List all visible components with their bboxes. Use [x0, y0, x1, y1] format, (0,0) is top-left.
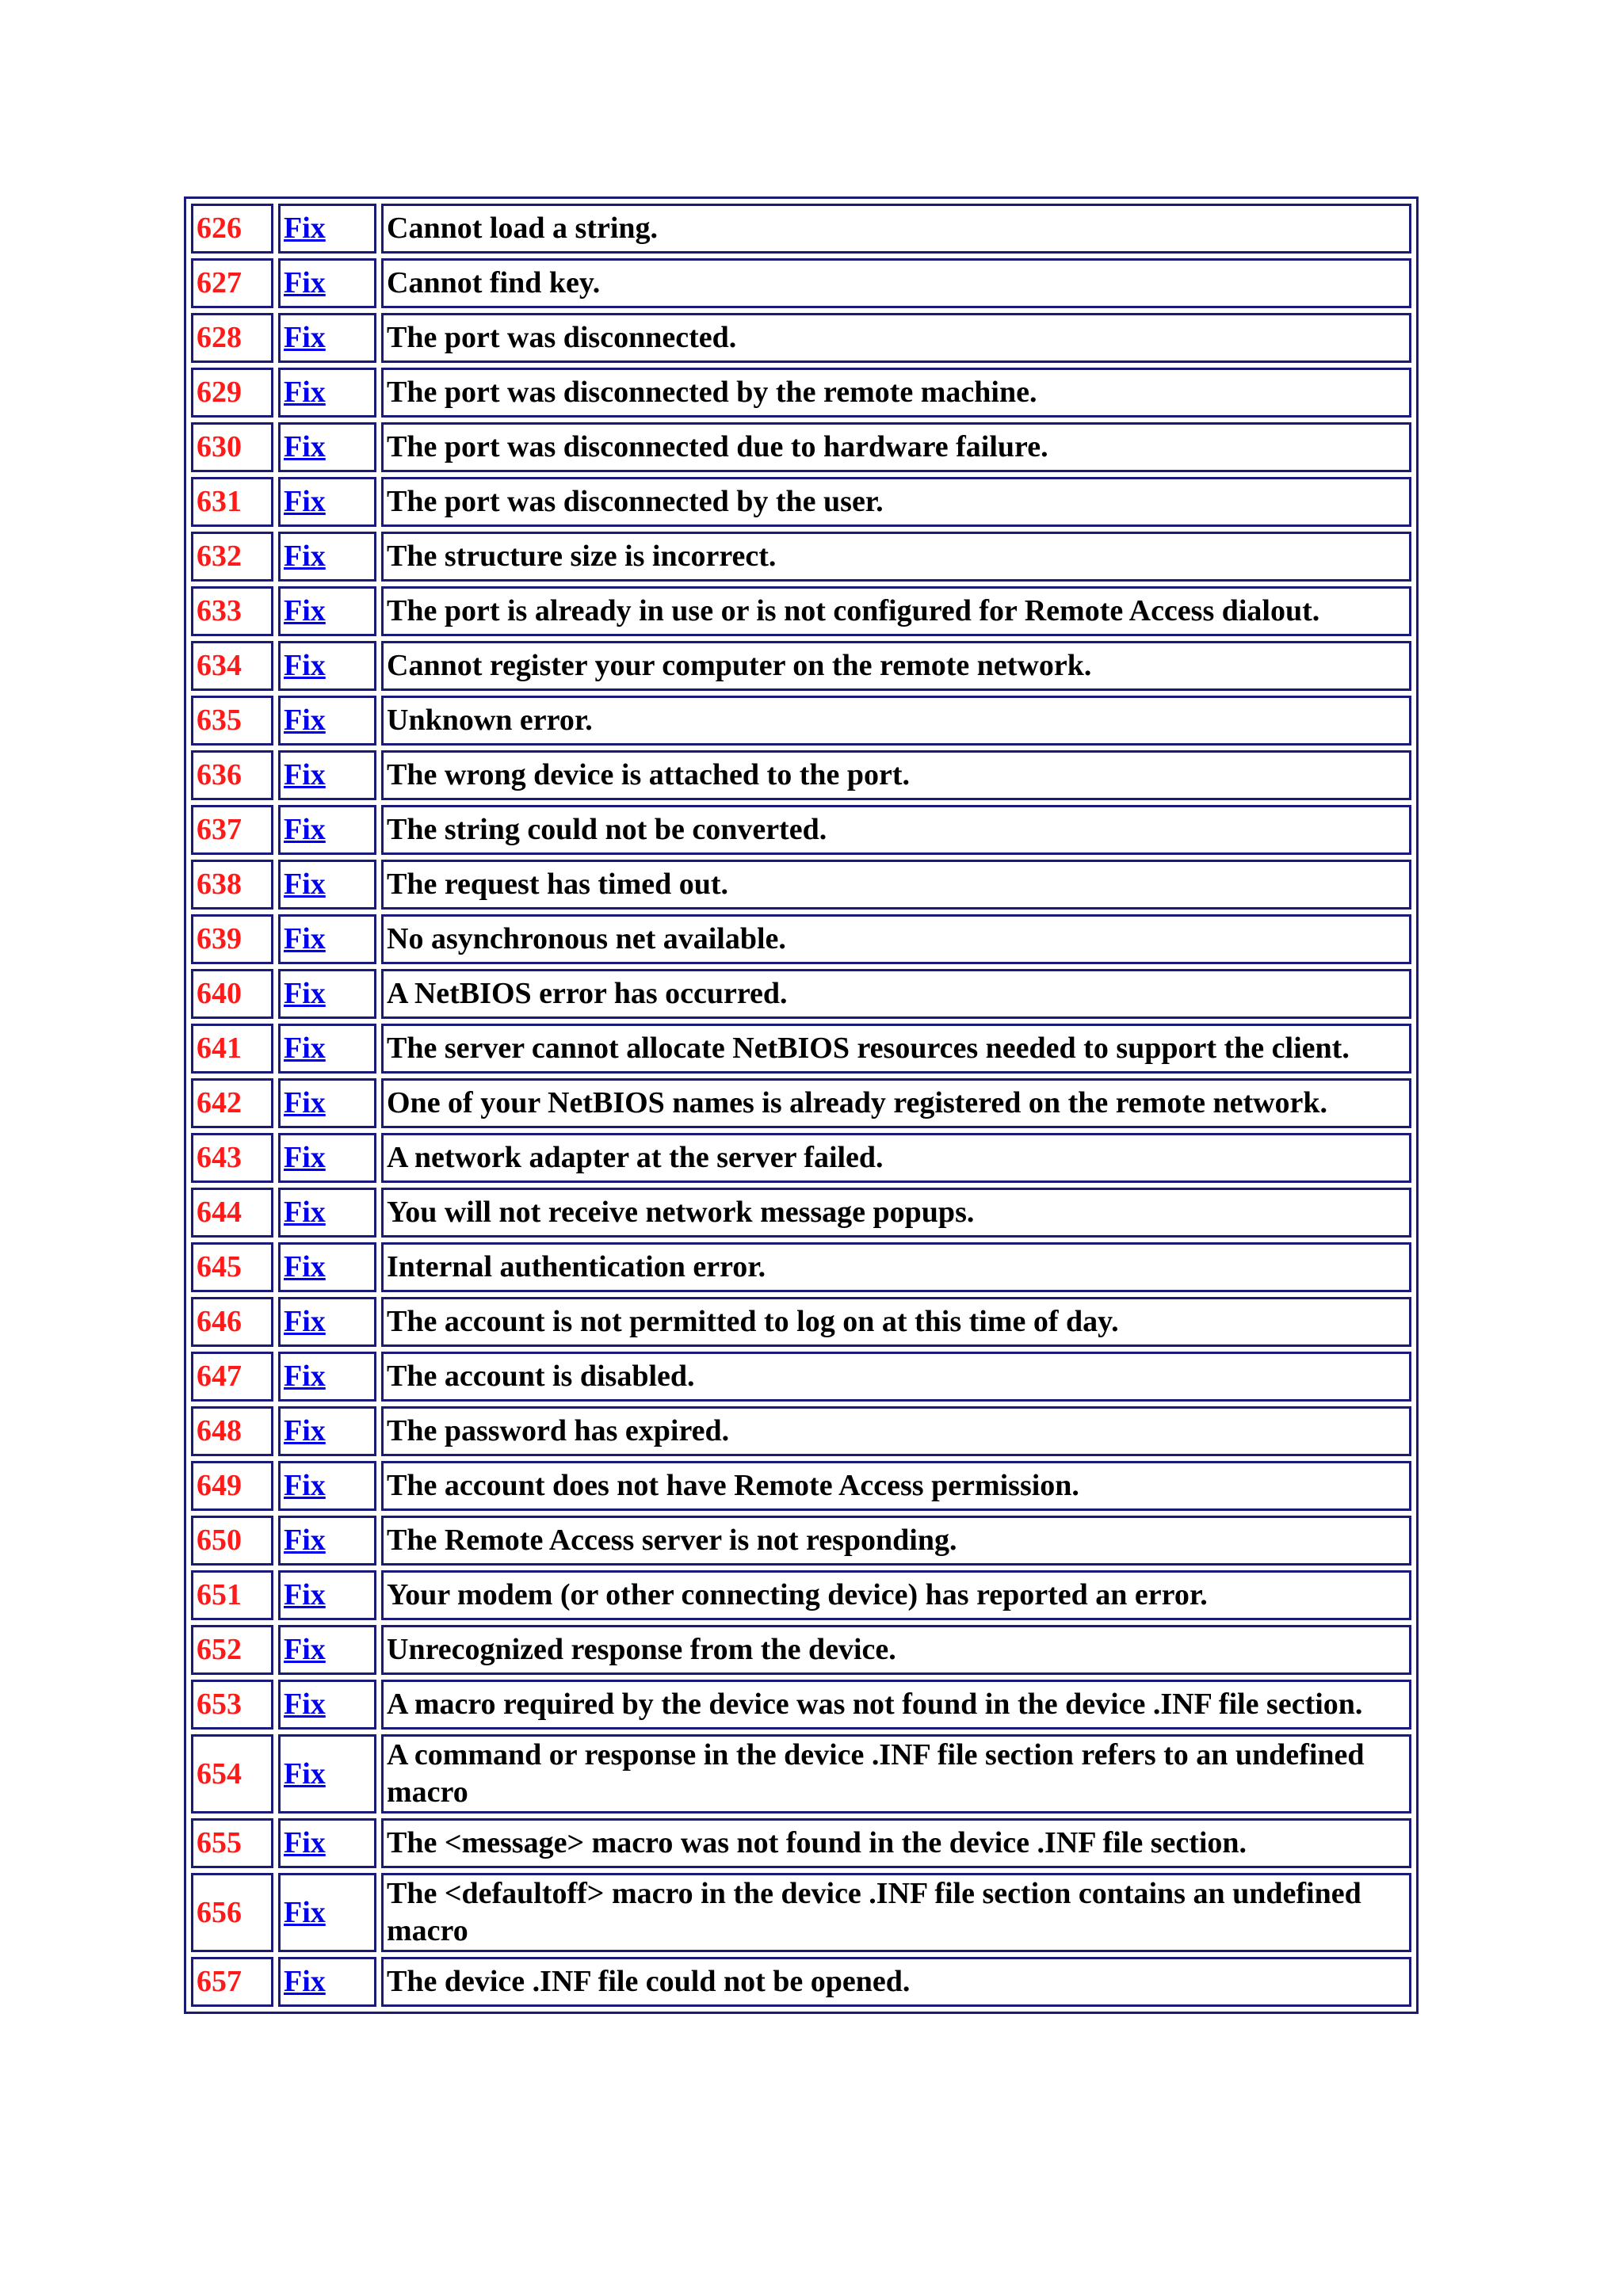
fix-cell — [278, 969, 376, 1019]
fix-cell — [278, 1818, 376, 1868]
fix-link[interactable]: Fix — [284, 1756, 326, 1791]
error-code: 626 — [191, 204, 273, 254]
fix-link[interactable]: Fix — [284, 1633, 326, 1666]
error-code: 633 — [191, 586, 273, 636]
error-code: 645 — [191, 1242, 273, 1292]
fix-link[interactable]: Fix — [284, 1578, 326, 1611]
fix-cell — [278, 641, 376, 691]
error-description: One of your NetBIOS names is already registered on the remote network. — [381, 1078, 1411, 1128]
error-code: 635 — [191, 696, 273, 746]
fix-link[interactable]: Fix — [284, 321, 326, 354]
error-code: 654 — [191, 1734, 273, 1814]
error-description: The port is already in use or is not configured for Remote Access dialout. — [381, 586, 1411, 636]
fix-cell — [278, 477, 376, 527]
error-code: 653 — [191, 1680, 273, 1730]
fix-link[interactable]: Fix — [284, 430, 326, 463]
table-row — [191, 1957, 1411, 2007]
table-row — [191, 696, 1411, 746]
table-row — [191, 1570, 1411, 1620]
table-row — [191, 1873, 1411, 1952]
fix-cell — [278, 1078, 376, 1128]
error-code: 638 — [191, 860, 273, 910]
fix-cell — [278, 1873, 376, 1952]
error-code: 637 — [191, 805, 273, 855]
error-description: The server cannot allocate NetBIOS resources needed to support the client. — [381, 1024, 1411, 1074]
error-description: A macro required by the device was not found in the device .INF file section. — [381, 1680, 1411, 1730]
error-code: 656 — [191, 1873, 273, 1952]
error-code: 647 — [191, 1352, 273, 1402]
error-description: The port was disconnected by the user. — [381, 477, 1411, 527]
error-description: The structure size is incorrect. — [381, 532, 1411, 582]
fix-link[interactable]: Fix — [284, 649, 326, 682]
fix-cell — [278, 1406, 376, 1456]
fix-cell — [278, 422, 376, 472]
error-code: 649 — [191, 1461, 273, 1511]
error-description: The port was disconnected. — [381, 313, 1411, 363]
table-row — [191, 1406, 1411, 1456]
fix-link[interactable]: Fix — [284, 1032, 326, 1065]
error-code: 643 — [191, 1133, 273, 1183]
error-description: The Remote Access server is not responding. — [381, 1516, 1411, 1566]
fix-link[interactable]: Fix — [284, 266, 326, 299]
error-description: The account is not permitted to log on at this time of day. — [381, 1297, 1411, 1347]
table-row — [191, 258, 1411, 308]
error-description: The string could not be converted. — [381, 805, 1411, 855]
fix-link[interactable]: Fix — [284, 1469, 326, 1502]
error-description: Your modem (or other connecting device) has reported an error. — [381, 1570, 1411, 1620]
fix-link[interactable]: Fix — [284, 540, 326, 573]
table-row — [191, 204, 1411, 254]
error-code: 650 — [191, 1516, 273, 1566]
fix-cell — [278, 586, 376, 636]
table-row — [191, 1625, 1411, 1675]
fix-cell — [278, 1625, 376, 1675]
table-row — [191, 1242, 1411, 1292]
fix-cell — [278, 1461, 376, 1511]
table-row — [191, 1461, 1411, 1511]
fix-cell — [278, 313, 376, 363]
error-description: The port was disconnected by the remote machine. — [381, 368, 1411, 418]
error-code: 641 — [191, 1024, 273, 1074]
fix-cell — [278, 1352, 376, 1402]
error-code: 642 — [191, 1078, 273, 1128]
table-row — [191, 1352, 1411, 1402]
error-description: A NetBIOS error has occurred. — [381, 969, 1411, 1019]
fix-link[interactable]: Fix — [284, 922, 326, 955]
fix-link[interactable]: Fix — [284, 1360, 326, 1393]
fix-link[interactable]: Fix — [284, 758, 326, 791]
error-description: Cannot find key. — [381, 258, 1411, 308]
fix-link[interactable]: Fix — [284, 1196, 326, 1229]
error-code: 644 — [191, 1188, 273, 1238]
fix-link[interactable]: Fix — [284, 1965, 326, 1998]
error-description: The port was disconnected due to hardware failure. — [381, 422, 1411, 472]
fix-cell — [278, 1297, 376, 1347]
error-code: 636 — [191, 750, 273, 800]
error-description: Cannot register your computer on the remote network. — [381, 641, 1411, 691]
fix-cell — [278, 860, 376, 910]
table-row — [191, 1188, 1411, 1238]
error-code: 655 — [191, 1818, 273, 1868]
fix-link[interactable]: Fix — [284, 1086, 326, 1119]
error-description: The device .INF file could not be opened. — [381, 1957, 1411, 2007]
error-description: The account is disabled. — [381, 1352, 1411, 1402]
table-row — [191, 1516, 1411, 1566]
fix-cell — [278, 532, 376, 582]
error-code: 632 — [191, 532, 273, 582]
error-description: The request has timed out. — [381, 860, 1411, 910]
table-row — [191, 532, 1411, 582]
table-row — [191, 860, 1411, 910]
fix-link[interactable]: Fix — [284, 868, 326, 901]
error-code: 657 — [191, 1957, 273, 2007]
error-code: 652 — [191, 1625, 273, 1675]
error-code: 640 — [191, 969, 273, 1019]
fix-link[interactable]: Fix — [284, 1305, 326, 1338]
table-row — [191, 1734, 1411, 1814]
error-description: The wrong device is attached to the port. — [381, 750, 1411, 800]
fix-cell — [278, 750, 376, 800]
error-code: 628 — [191, 313, 273, 363]
error-code: 629 — [191, 368, 273, 418]
fix-cell — [278, 258, 376, 308]
fix-cell — [278, 1680, 376, 1730]
error-code: 648 — [191, 1406, 273, 1456]
table-row — [191, 805, 1411, 855]
fix-link[interactable]: Fix — [284, 376, 326, 409]
fix-cell — [278, 1188, 376, 1238]
error-code: 651 — [191, 1570, 273, 1620]
fix-cell — [278, 368, 376, 418]
table-row — [191, 1078, 1411, 1128]
error-description: A network adapter at the server failed. — [381, 1133, 1411, 1183]
fix-link[interactable]: Fix — [284, 212, 326, 245]
error-code: 631 — [191, 477, 273, 527]
error-description: No asynchronous net available. — [381, 914, 1411, 964]
fix-cell — [278, 696, 376, 746]
table-row — [191, 586, 1411, 636]
fix-cell — [278, 1516, 376, 1566]
fix-cell — [278, 914, 376, 964]
error-code: 646 — [191, 1297, 273, 1347]
error-description: Cannot load a string. — [381, 204, 1411, 254]
error-description: Internal authentication error. — [381, 1242, 1411, 1292]
table-row — [191, 969, 1411, 1019]
fix-cell — [278, 1957, 376, 2007]
error-description: The <defaultoff> macro in the device .INF file section contains an undefined macro — [381, 1873, 1411, 1952]
error-code: 630 — [191, 422, 273, 472]
table-row — [191, 914, 1411, 964]
fix-link[interactable]: Fix — [284, 813, 326, 846]
fix-link[interactable]: Fix — [284, 594, 326, 627]
error-description: The password has expired. — [381, 1406, 1411, 1456]
table-row — [191, 1133, 1411, 1183]
error-description: You will not receive network message popups. — [381, 1188, 1411, 1238]
table-row — [191, 313, 1411, 363]
table-row — [191, 641, 1411, 691]
error-description: The account does not have Remote Access permission. — [381, 1461, 1411, 1511]
error-description: A command or response in the device .INF file section refers to an undefined macro — [381, 1734, 1411, 1814]
table-row — [191, 368, 1411, 418]
table-row — [191, 1297, 1411, 1347]
table-row — [191, 422, 1411, 472]
fix-cell — [278, 1570, 376, 1620]
error-description: Unrecognized response from the device. — [381, 1625, 1411, 1675]
fix-cell — [278, 1133, 376, 1183]
error-code: 627 — [191, 258, 273, 308]
fix-link[interactable]: Fix — [284, 1414, 326, 1447]
fix-link[interactable]: Fix — [284, 485, 326, 518]
error-code: 634 — [191, 641, 273, 691]
table-row — [191, 477, 1411, 527]
error-rows — [191, 204, 1411, 2007]
table-row — [191, 1680, 1411, 1730]
fix-link[interactable]: Fix — [284, 1826, 326, 1859]
table-row — [191, 1024, 1411, 1074]
fix-link[interactable]: Fix — [284, 1895, 326, 1929]
fix-cell — [278, 1024, 376, 1074]
error-code-table — [184, 196, 1419, 2014]
error-description: The <message> macro was not found in the device .INF file section. — [381, 1818, 1411, 1868]
fix-link[interactable]: Fix — [284, 704, 326, 737]
fix-cell — [278, 805, 376, 855]
fix-cell — [278, 1734, 376, 1814]
fix-link[interactable]: Fix — [284, 1250, 326, 1283]
table-row — [191, 750, 1411, 800]
fix-cell — [278, 1242, 376, 1292]
fix-link[interactable]: Fix — [284, 1688, 326, 1721]
fix-link[interactable]: Fix — [284, 1524, 326, 1557]
error-description: Unknown error. — [381, 696, 1411, 746]
error-code: 639 — [191, 914, 273, 964]
fix-cell — [278, 204, 376, 254]
fix-link[interactable]: Fix — [284, 977, 326, 1010]
table-row — [191, 1818, 1411, 1868]
fix-link[interactable]: Fix — [284, 1141, 326, 1174]
